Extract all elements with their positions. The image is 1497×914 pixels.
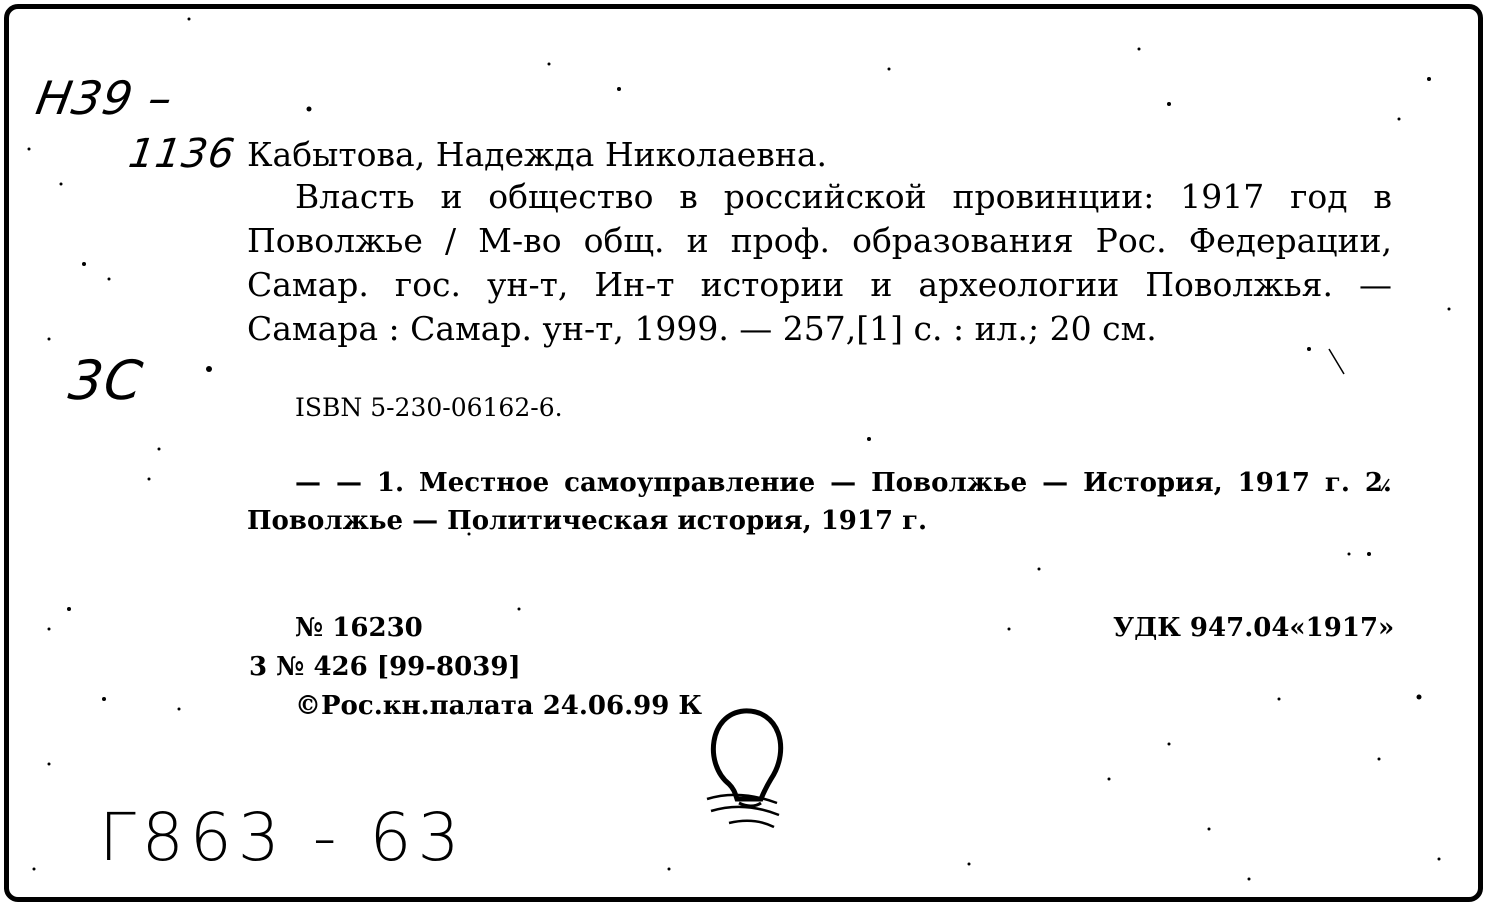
lightbulb-stamp <box>699 699 809 849</box>
handwritten-bottom-number: Г863 - 63 <box>99 799 466 876</box>
catalog-card <box>4 4 1483 902</box>
subject-headings <box>247 464 1392 540</box>
isbn: ISBN 5-230-06162-6. <box>295 393 563 422</box>
description-text: Власть и общество в российской провинции: 1917 год в Поволжье / М-во общ. и проф. образования Рос. Федерации, Самар. гос. ун-т, Ин-т истории и археологии Поволжья. — Самара : Самар. ун-т, 1999. — 257,[1] с. : ил.; 20 см. <box>247 177 1392 348</box>
bibliographic-description <box>247 175 1392 351</box>
handwritten-shelf-mark: 3С <box>65 349 147 412</box>
card-number: 3 № 426 [99-8039] <box>249 652 521 682</box>
handwritten-top-left: Н39 – <box>32 71 178 125</box>
handwritten-call-number: 1136 <box>125 131 239 177</box>
registration-number: № 16230 <box>295 613 423 643</box>
udk-code: УДК 947.04«1917» <box>1113 613 1395 643</box>
copyright-line: ©Рос.кн.палата 24.06.99 К <box>295 691 703 721</box>
author-heading: Кабытова, Надежда Николаевна. <box>247 135 828 174</box>
subjects-text: — — 1. Местное самоуправление — Поволжье — История, 1917 г. 2. Поволжье — Политическая история, 1917 г. <box>247 468 1392 536</box>
